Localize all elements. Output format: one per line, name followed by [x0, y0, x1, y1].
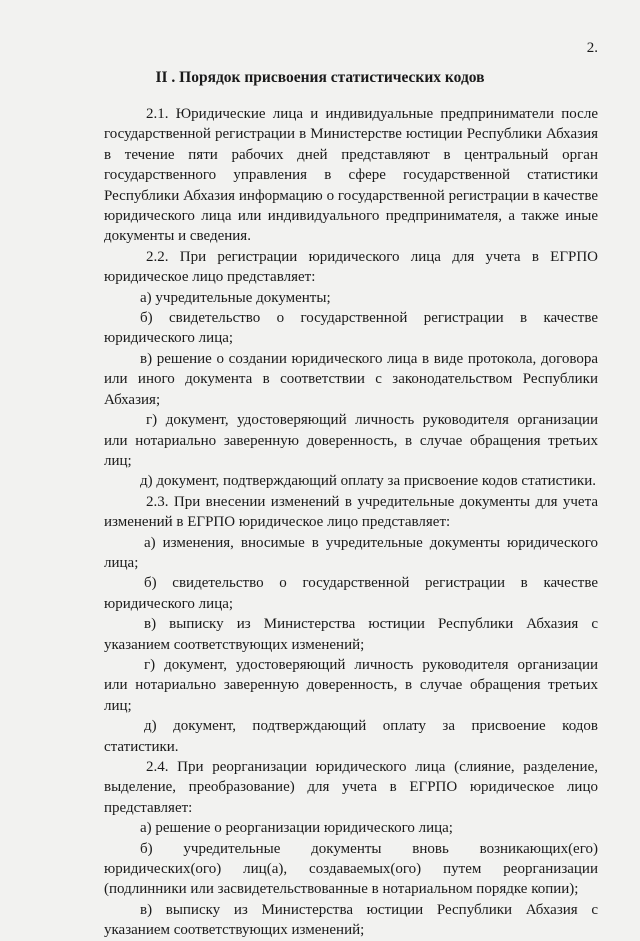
paragraph: б) учредительные документы вновь возникающих(его) юридических(ого) лиц(а), создаваемых(ого) путем реорганизации (подлинники или засвидетельствованные в нотариальном порядке копии); — [104, 840, 598, 898]
paragraph: г) документ, удостоверяющий личность руководителя организации или нотариально заверенную доверенность, в случае обращения третьих лиц; — [104, 656, 598, 714]
paragraph: а) изменения, вносимые в учредительные документы юридического лица; — [104, 534, 598, 571]
paragraph: в) выписку из Министерства юстиции Республики Абхазия с указанием соответствующих изменений; — [104, 901, 598, 939]
paragraph: 2.3. При внесении изменений в учредительные документы для учета изменений в ЕГРПО юридическое лицо представляет: — [104, 493, 598, 531]
paragraph: б) свидетельство о государственной регистрации в качестве юридического лица; — [104, 310, 598, 347]
paragraph: д) документ, подтверждающий оплату за присвоение кодов статистики. — [140, 473, 596, 490]
page-number: 2. — [586, 40, 598, 56]
paragraph: 2.1. Юридические лица и индивидуальные предприниматели после государственной регистрации в Министерстве юстиции Республики Абхазия в течение пяти рабочих дней представляют в центральный орган государственного управления в сфере государственной статистики Республики Абхазия информацию о государственной регистрации в качестве юридического лица или индивидуального предпринимателя, а также иные документы и сведения. — [104, 106, 598, 245]
paragraph: г) документ, удостоверяющий личность руководителя организации или нотариально заверенную доверенность, в случае обращения третьих лиц; — [104, 412, 598, 469]
paragraph: б) свидетельство о государственной регистрации в качестве юридического лица; — [104, 575, 598, 612]
paragraph: д) документ, подтверждающий оплату за присвоение кодов статистики. — [104, 718, 598, 755]
document-body — [104, 104, 598, 941]
paragraph: 2.4. При реорганизации юридического лица (слияние, разделение, выделение, преобразование) для учета в ЕГРПО юридическое лицо представляет: — [104, 759, 598, 816]
section-heading: II . Порядок присвоения статистических кодов — [155, 69, 485, 86]
paragraph: а) учредительные документы; — [140, 289, 331, 306]
paragraph: 2.2. При регистрации юридического лица для учета в ЕГРПО юридическое лицо представляет: — [104, 248, 598, 286]
paragraph: в) решение о создании юридического лица в виде протокола, договора или иного документа в соответствии с законодательством Республики Абхазия; — [104, 350, 598, 408]
paragraph: а) решение о реорганизации юридического лица; — [140, 820, 453, 837]
paragraph: в) выписку из Министерства юстиции Республики Абхазия с указанием соответствующих изменений; — [104, 616, 598, 653]
